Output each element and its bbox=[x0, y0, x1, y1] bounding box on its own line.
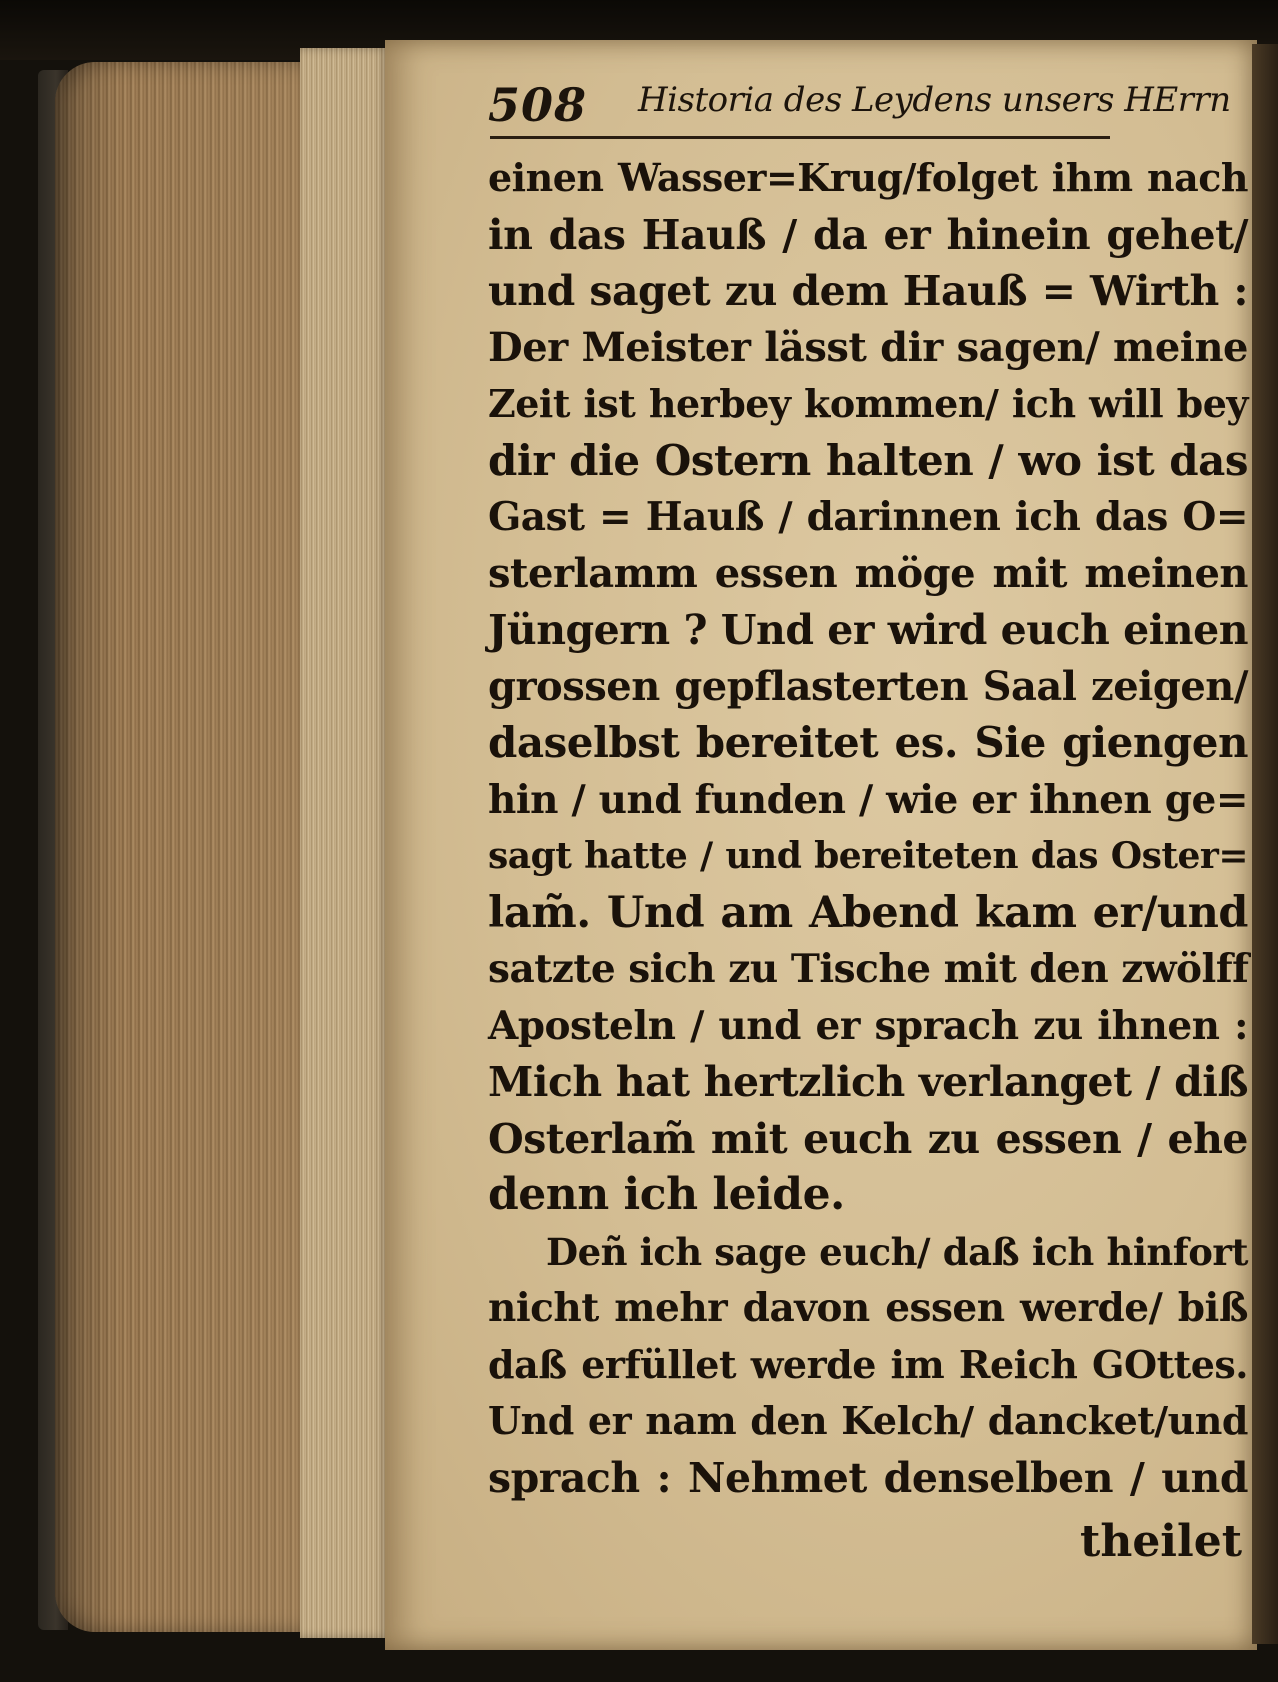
catchword: theilet bbox=[1080, 1516, 1243, 1567]
body-text bbox=[488, 150, 1248, 1506]
text-line: Mich hat hertzlich verlanget / diß bbox=[488, 1058, 1248, 1106]
facing-page-edge bbox=[1252, 44, 1278, 1644]
text-line: Der Meister lässt dir sagen/ meine bbox=[488, 323, 1248, 371]
text-line: nicht mehr davon essen werde/ biß bbox=[488, 1285, 1248, 1331]
text-line: lam̃. Und am Abend kam er/und bbox=[488, 887, 1248, 938]
text-line: sterlamm essen möge mit meinen bbox=[488, 549, 1248, 597]
text-line: in das Hauß / da er hinein gehet/ bbox=[488, 210, 1248, 259]
text-line: Deñ ich sage euch/ daß ich hinfort bbox=[546, 1229, 1248, 1274]
text-line: Gast = Hauß / darinnen ich das O= bbox=[488, 494, 1248, 540]
text-line: dir die Ostern halten / wo ist das bbox=[488, 435, 1248, 485]
running-head: Historia des Leydens unsers HErrn bbox=[638, 80, 1231, 120]
text-line: Aposteln / und er sprach zu ihnen : bbox=[488, 1002, 1248, 1049]
text-line: daselbst bereitet es. Sie giengen bbox=[488, 718, 1248, 767]
text-line: und saget zu dem Hauß = Wirth : bbox=[488, 267, 1248, 315]
header-rule bbox=[490, 136, 1110, 139]
text-line: sprach : Nehmet denselben / und bbox=[488, 1453, 1248, 1502]
stacked-page-edges bbox=[300, 48, 390, 1638]
text-line: daß erfüllet werde im Reich GOttes. bbox=[488, 1341, 1248, 1387]
text-line: Osterlam̃ mit euch zu essen / ehe bbox=[488, 1114, 1248, 1163]
text-line: Jüngern ? Und er wird euch einen bbox=[488, 606, 1248, 654]
text-line: Und er nam den Kelch/ dancket/und bbox=[488, 1398, 1248, 1443]
text-line: einen Wasser=Krug/folget ihm nach bbox=[488, 155, 1248, 200]
text-line: sagt hatte / und bereiteten das Oster= bbox=[488, 835, 1248, 877]
text-line: satzte sich zu Tische mit den zwölff bbox=[488, 946, 1249, 992]
text-line: Zeit ist herbey kommen/ ich will bey bbox=[488, 381, 1248, 426]
text-line: hin / und funden / wie er ihnen ge= bbox=[488, 776, 1248, 823]
text-line: grossen gepflasterten Saal zeigen/ bbox=[488, 662, 1248, 710]
page-number: 508 bbox=[488, 78, 588, 132]
text-line: denn ich leide. bbox=[488, 1169, 845, 1220]
